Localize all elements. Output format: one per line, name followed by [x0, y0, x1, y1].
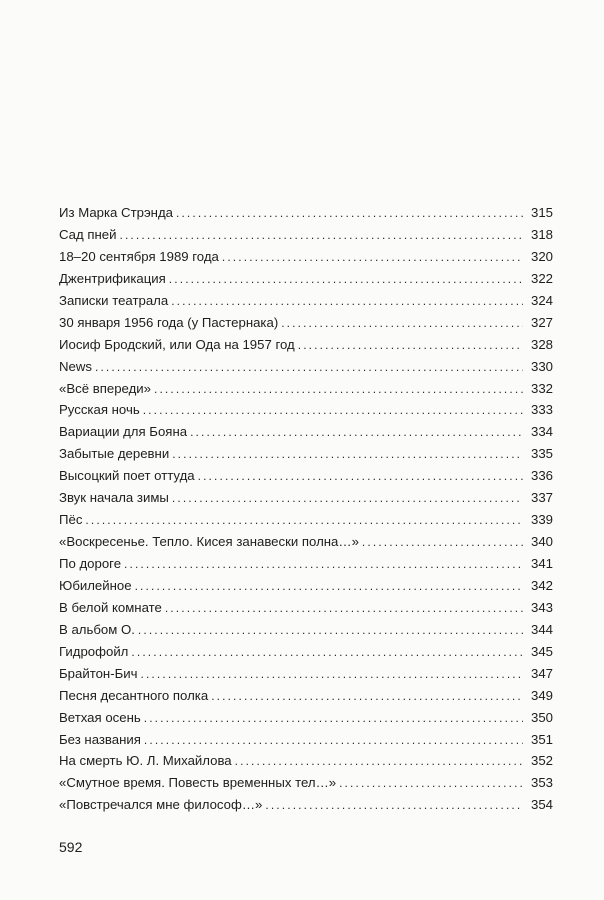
- toc-entry: [59, 268, 553, 290]
- dot-leader: [339, 773, 523, 795]
- toc-entry-page-number: 332: [530, 380, 553, 396]
- toc-entry-page-number: 340: [530, 534, 553, 550]
- toc-entry-page-number: 345: [530, 643, 553, 659]
- toc-entry-title: Ветхая осень: [59, 709, 141, 725]
- toc-entry-title: Сад пней: [59, 226, 117, 242]
- toc-entry: [59, 663, 553, 685]
- dot-leader: [222, 247, 523, 269]
- dot-leader: [154, 379, 523, 401]
- toc-entry-page-number: 315: [530, 205, 553, 220]
- dot-leader: [144, 730, 523, 752]
- dot-leader: [138, 620, 523, 642]
- toc-entry: [59, 729, 553, 751]
- toc-entry-page-number: 343: [530, 599, 553, 615]
- dot-leader: [235, 751, 523, 773]
- dot-leader: [124, 554, 523, 576]
- dot-leader: [198, 466, 523, 488]
- dot-leader: [211, 686, 523, 708]
- dot-leader: [172, 488, 523, 510]
- toc-entry-page-number: 318: [530, 226, 553, 242]
- dot-leader: [135, 576, 523, 598]
- toc-entry: [59, 399, 553, 421]
- dot-leader: [165, 598, 523, 620]
- toc-entry-page-number: 349: [530, 687, 553, 703]
- toc-entry: [59, 772, 553, 794]
- toc-entry-page-number: 328: [530, 336, 553, 352]
- dot-leader: [140, 664, 523, 686]
- toc-entry: [59, 641, 553, 663]
- toc-entry-page-number: 354: [530, 797, 553, 813]
- toc-entry-title: Джентрификация: [59, 270, 166, 286]
- toc-entry-title: Вариации для Бояна: [59, 424, 188, 440]
- dot-leader: [131, 642, 523, 664]
- dot-leader: [190, 422, 523, 444]
- toc-entry-page-number: 337: [530, 490, 553, 506]
- toc-entry: [59, 487, 553, 509]
- toc-entry-title: Пёс: [59, 512, 83, 528]
- toc-entry: [59, 707, 553, 729]
- page-number: 592: [59, 839, 83, 855]
- toc-entry-title: «Всё впереди»: [59, 380, 151, 396]
- toc-entry-title: Из Марка Стрэнда: [59, 205, 173, 220]
- toc-entry: [59, 465, 553, 487]
- toc-entry-title: Без названия: [59, 731, 141, 747]
- toc-entry-title: На смерть Ю. Л. Михайлова: [59, 753, 232, 769]
- toc-entry-page-number: 351: [530, 731, 553, 747]
- toc-entry-page-number: 347: [530, 665, 553, 681]
- toc-entry-title: News: [59, 358, 92, 374]
- toc-entry: [59, 421, 553, 443]
- toc-entry: [59, 224, 553, 246]
- dot-leader: [95, 357, 523, 379]
- toc-entry-title: Гидрофойл: [59, 643, 129, 659]
- dot-leader: [171, 291, 523, 313]
- toc-entry: [59, 290, 553, 312]
- toc-entry-page-number: 324: [530, 292, 553, 308]
- toc-entry-page-number: 330: [530, 358, 553, 374]
- toc-entry: [59, 794, 553, 816]
- toc-entry-page-number: 353: [530, 775, 553, 791]
- toc-entry: [59, 443, 553, 465]
- toc-entry-title: Брайтон-Бич: [59, 665, 138, 681]
- toc-entry-page-number: 342: [530, 577, 553, 593]
- toc-entry: [59, 356, 553, 378]
- dot-leader: [265, 795, 523, 817]
- toc-entry: [59, 378, 553, 400]
- dot-leader: [85, 510, 523, 532]
- toc-entry: [59, 312, 553, 334]
- toc-entry: [59, 334, 553, 356]
- toc-entry-page-number: 335: [530, 446, 553, 462]
- toc-entry: [59, 619, 553, 641]
- toc-entry: [59, 202, 553, 224]
- toc-entry: [59, 597, 553, 619]
- toc-entry-title: Юбилейное: [59, 577, 132, 593]
- toc-entry-title: Забытые деревни: [59, 446, 170, 462]
- dot-leader: [176, 203, 523, 225]
- toc-entry-page-number: 352: [530, 753, 553, 769]
- dot-leader: [120, 225, 524, 247]
- toc-entry: [59, 553, 553, 575]
- toc-entry-page-number: 334: [530, 424, 553, 440]
- toc-entry-title: Русская ночь: [59, 402, 140, 418]
- toc-entry-title: В белой комнате: [59, 599, 162, 615]
- table-of-contents: [59, 202, 553, 816]
- dot-leader: [362, 532, 523, 554]
- toc-entry-title: В альбом О.: [59, 621, 135, 637]
- toc-entry-page-number: 341: [530, 556, 553, 571]
- toc-entry: [59, 750, 553, 772]
- dot-leader: [144, 708, 523, 730]
- toc-entry-title: 18–20 сентября 1989 года: [59, 248, 219, 264]
- toc-entry-page-number: 344: [530, 621, 553, 637]
- toc-entry-page-number: 322: [530, 270, 553, 286]
- dot-leader: [281, 313, 523, 335]
- toc-entry-page-number: 350: [530, 709, 553, 725]
- toc-entry: [59, 246, 553, 268]
- toc-entry-title: Высоцкий поет оттуда: [59, 468, 195, 484]
- toc-entry-title: «Воскресенье. Тепло. Кисея занавески полна…»: [59, 534, 359, 550]
- toc-entry-page-number: 320: [530, 248, 553, 264]
- toc-entry: [59, 685, 553, 707]
- toc-entry: [59, 575, 553, 597]
- toc-entry: [59, 531, 553, 553]
- toc-entry-title: Записки театрала: [59, 292, 169, 308]
- toc-entry: [59, 509, 553, 531]
- toc-entry-title: «Повстречался мне философ…»: [59, 797, 263, 813]
- toc-entry-title: 30 января 1956 года (у Пастернака): [59, 314, 279, 330]
- toc-entry-page-number: 336: [530, 468, 553, 484]
- toc-entry-title: «Смутное время. Повесть временных тел…»: [59, 775, 337, 791]
- dot-leader: [169, 269, 523, 291]
- toc-entry-page-number: 333: [530, 402, 553, 418]
- toc-entry-title: Песня десантного полка: [59, 687, 209, 703]
- dot-leader: [143, 400, 523, 422]
- toc-entry-title: Иосиф Бродский, или Ода на 1957 год: [59, 336, 295, 352]
- toc-entry-page-number: 339: [530, 512, 553, 528]
- toc-entry-title: Звук начала зимы: [59, 490, 169, 506]
- toc-entry-page-number: 327: [530, 314, 553, 330]
- dot-leader: [172, 444, 523, 466]
- toc-entry-title: По дороге: [59, 556, 122, 571]
- dot-leader: [298, 335, 523, 357]
